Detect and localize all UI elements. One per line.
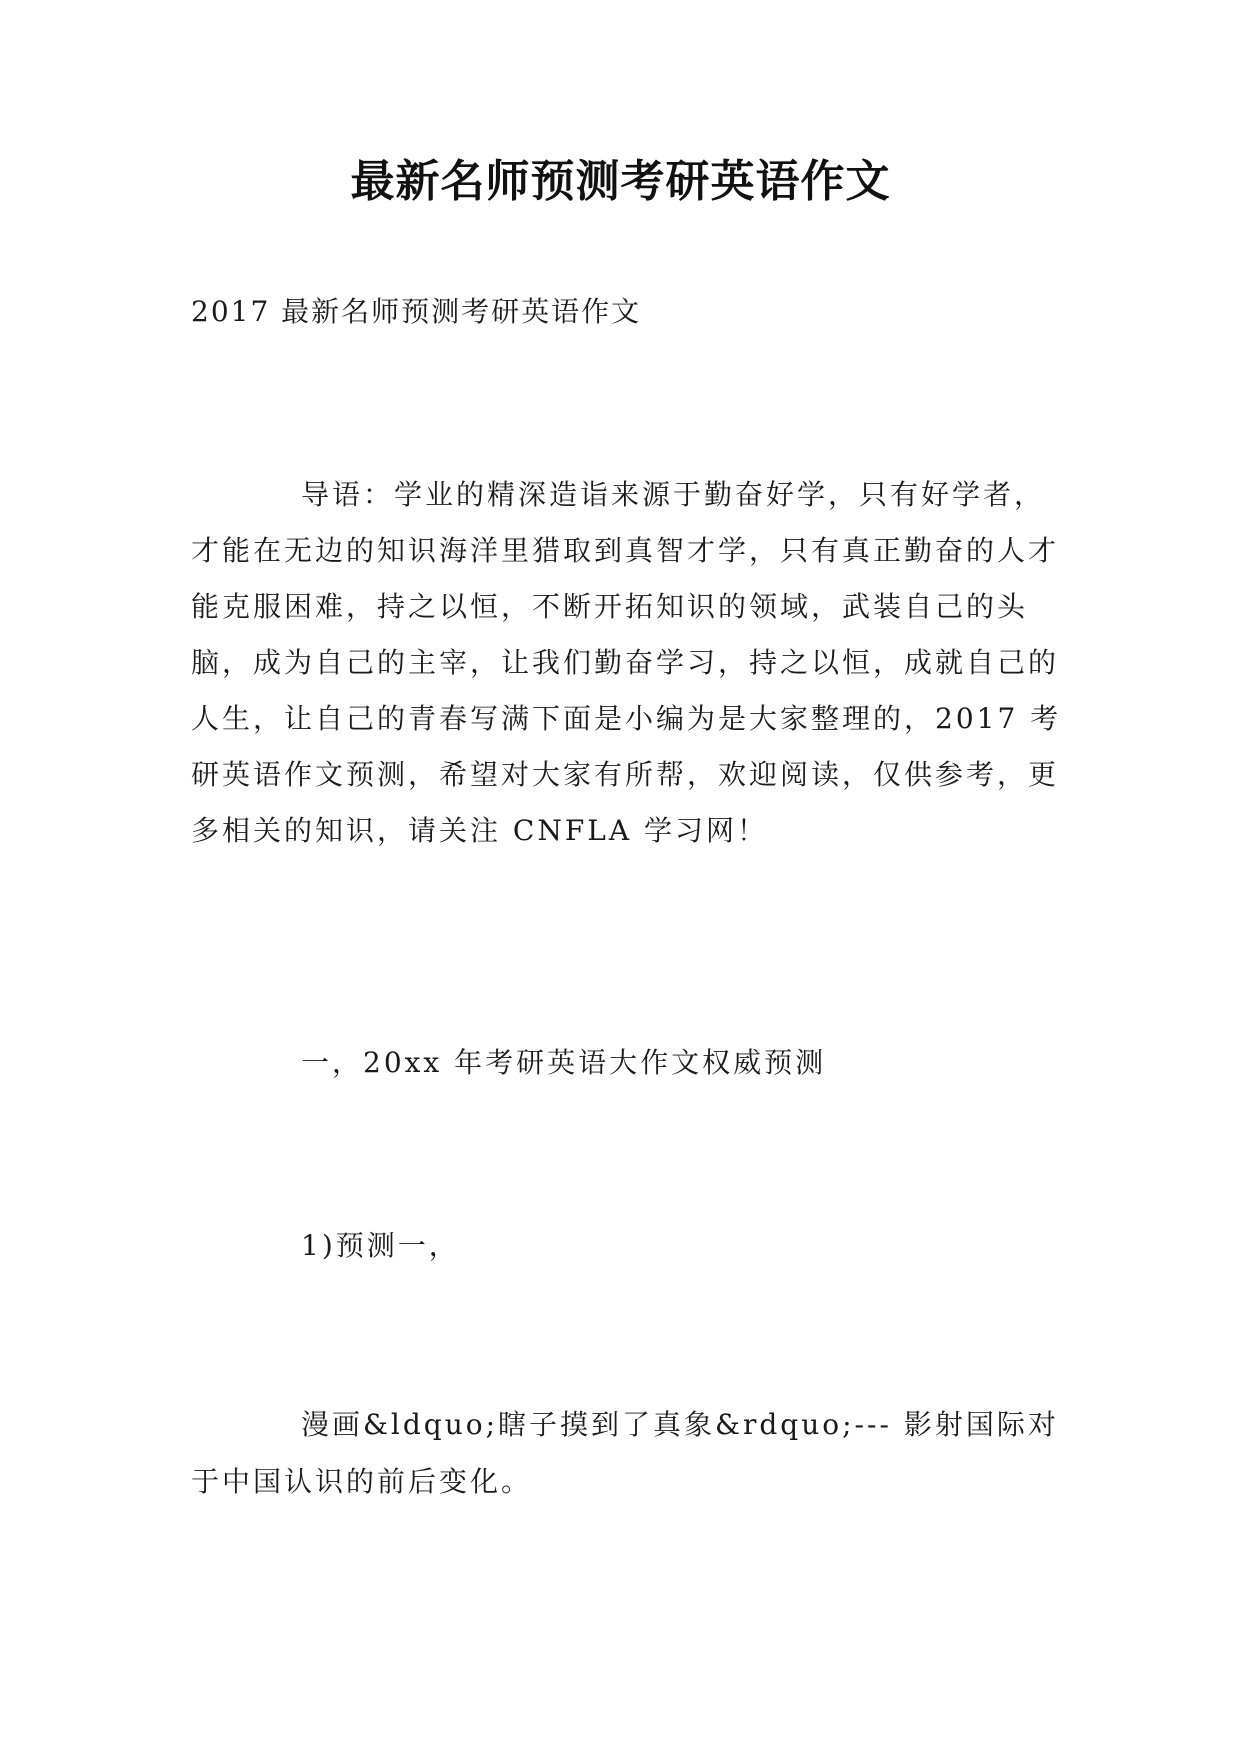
document-subtitle: 2017 最新名师预测考研英语作文 [191, 295, 642, 328]
intro-paragraph: 导语：学业的精深造诣来源于勤奋好学，只有好学者，才能在无边的知识海洋里猎取到真智才学，只有真正勤奋的人才能克服困难，持之以恒，不断开拓知识的领域，武装自己的头脑，成为自己的主宰，让我们勤奋学习，持之以恒，成就自己的人生，让自己的青春写满下面是小编为是大家整理的，2017 考研英语作文预测，希望对大家有所帮，欢迎阅读，仅供参考，更多相关的知识，请关注 CNFLA 学习网！ [191, 478, 1062, 847]
prediction-paragraph: 漫画&ldquo;瞎子摸到了真象&rdquo;--- 影射国际对于中国认识的前后变化。 [191, 1408, 1059, 1498]
document-title: 最新名师预测考研英语作文 [350, 156, 891, 207]
sub-heading: 1)预测一， [301, 1229, 460, 1262]
section-heading: 一，20xx 年考研英语大作文权威预测 [301, 1046, 827, 1079]
